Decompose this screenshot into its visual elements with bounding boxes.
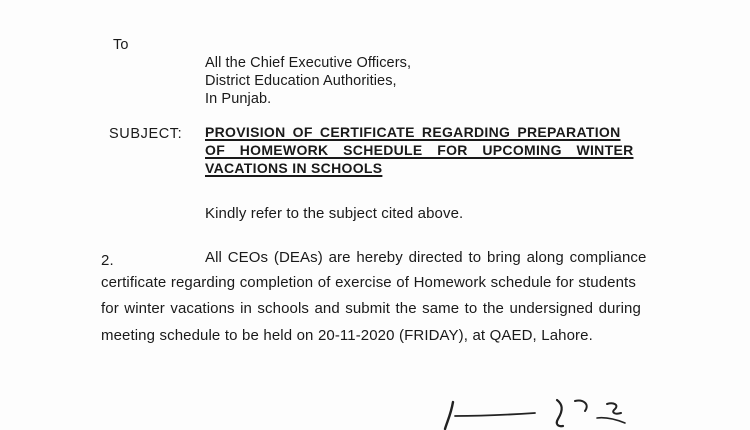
handwritten-signature xyxy=(425,392,655,430)
subject-line-2: OF HOMEWORK SCHEDULE FOR UPCOMING WINTER xyxy=(205,142,634,158)
paragraph-number: 2. xyxy=(101,252,114,269)
subject-line-1: PROVISION OF CERTIFICATE REGARDING PREPARATION xyxy=(205,124,621,140)
subject-line-3: VACATIONS IN SCHOOLS xyxy=(205,160,383,176)
to-label: To xyxy=(113,37,129,53)
paragraph-line-4: meeting schedule to be held on 20-11-2020 (FRIDAY), at QAED, Lahore. xyxy=(101,327,593,344)
addressee-line-3: In Punjab. xyxy=(205,91,272,107)
addressee-line-2: District Education Authorities, xyxy=(205,73,397,89)
paragraph-line-2: certificate regarding completion of exercise of Homework schedule for students xyxy=(101,274,636,291)
subject-label: SUBJECT: xyxy=(109,126,183,142)
opening-sentence: Kindly refer to the subject cited above. xyxy=(205,205,464,222)
paragraph-line-1: All CEOs (DEAs) are hereby directed to bring along compliance xyxy=(205,249,647,266)
paragraph-line-3: for winter vacations in schools and submit the same to the undersigned during xyxy=(101,300,641,317)
addressee-line-1: All the Chief Executive Officers, xyxy=(205,55,412,71)
